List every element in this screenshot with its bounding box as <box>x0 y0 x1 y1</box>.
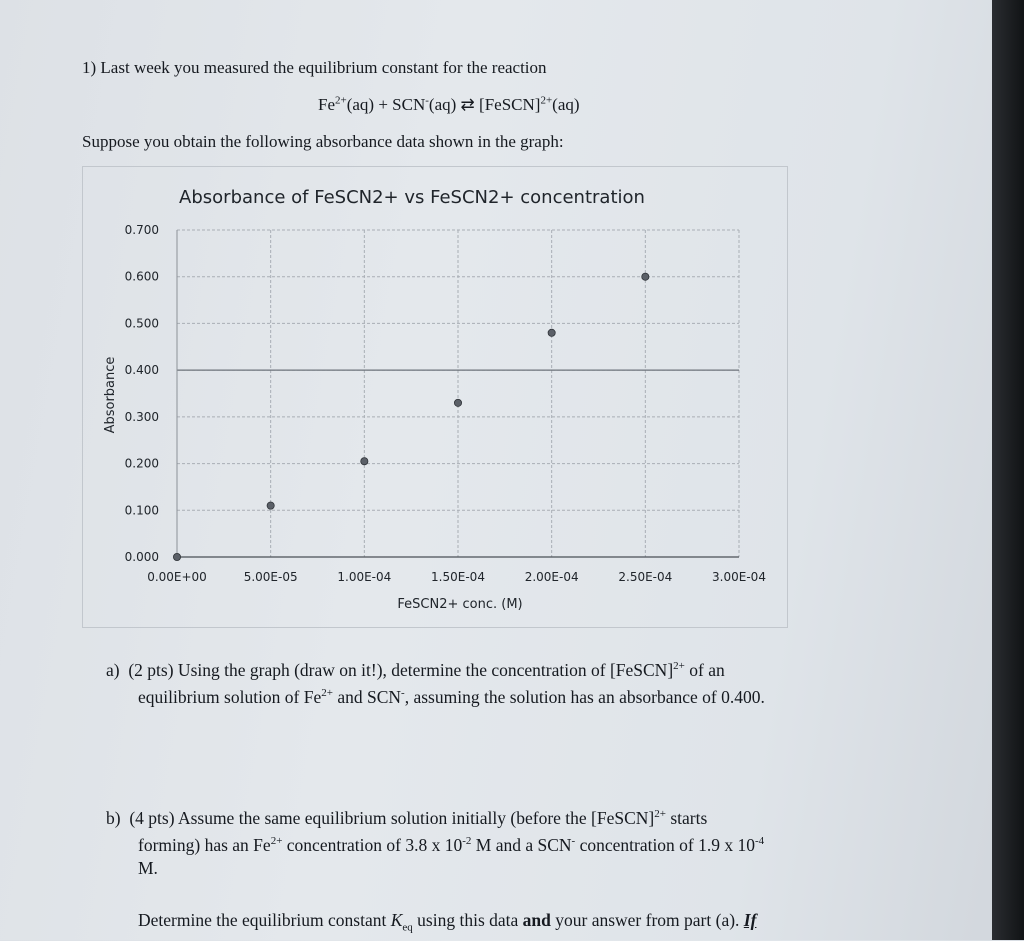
determine-if: If <box>743 910 757 930</box>
part-a-sup2: 2+ <box>321 687 333 699</box>
reaction-fe: Fe <box>318 95 335 114</box>
data-point <box>454 399 461 406</box>
part-b-sup2: 2+ <box>270 835 283 847</box>
y-tick-label: 0.600 <box>124 269 159 284</box>
chart-grid <box>177 230 739 557</box>
determine-pre: Determine the equilibrium constant <box>138 910 391 930</box>
y-tick-label: 0.100 <box>124 503 159 518</box>
part-b-sup4: - <box>571 835 576 847</box>
equilibrium-arrow-icon: ⇄ <box>460 95 475 114</box>
part-a-line1-end: of an <box>684 659 725 680</box>
part-b-sup3: -2 <box>462 835 472 847</box>
part-b-line1: (4 pts) Assume the same equilibrium solution initially (before the [FeSCN] <box>129 807 655 828</box>
part-a-label: a) <box>106 659 120 680</box>
x-tick-label: 3.00E-04 <box>712 570 766 584</box>
reaction-fe-state: (aq) + SCN <box>346 95 426 114</box>
part-a-sup3: - <box>401 687 405 699</box>
data-point <box>361 458 368 465</box>
chart-svg <box>82 166 788 628</box>
keq-subscript: eq <box>402 921 413 934</box>
part-b-line1-end: starts <box>665 807 708 828</box>
part-b-continued <box>138 829 764 858</box>
question-intro-text: Last week you measured the equilibrium constant for the reaction <box>100 58 547 77</box>
data-point <box>642 273 649 280</box>
part-b-line2-mid: concentration of 3.8 x 10 <box>282 834 463 855</box>
part-b <box>106 802 707 831</box>
part-a-sup1: 2+ <box>673 660 685 672</box>
reaction-complex-state: (aq) <box>552 95 580 114</box>
x-axis-label: FeSCN2+ conc. (M) <box>397 597 523 612</box>
x-tick-label: 2.00E-04 <box>524 570 579 584</box>
reaction-scn-state: (aq) <box>428 95 457 114</box>
determine-post: your answer from part (a). <box>550 910 744 930</box>
part-b-line2-mid2: M and a SCN <box>471 834 572 855</box>
y-tick-label: 0.500 <box>124 316 159 331</box>
y-axis-label: Absorbance <box>103 356 118 434</box>
y-tick-labels <box>125 223 159 564</box>
reaction-equation <box>318 95 580 115</box>
y-tick-label: 0.000 <box>124 550 159 564</box>
part-b-label: b) <box>106 807 121 828</box>
x-tick-label: 5.00E-05 <box>243 570 298 584</box>
part-a-continued <box>138 681 765 710</box>
reaction-scn-charge: - <box>425 94 429 107</box>
x-tick-labels <box>147 570 766 584</box>
data-point <box>267 502 274 509</box>
chart-title: Absorbance of FeSCN2+ vs FeSCN2+ concentration <box>179 187 645 208</box>
determine-bold-and: and <box>522 910 551 930</box>
part-b-sup1: 2+ <box>654 808 666 820</box>
question-number: 1) <box>82 58 97 77</box>
chart-frame <box>83 167 788 628</box>
x-tick-label: 1.50E-04 <box>431 570 485 584</box>
part-b-line3: M. <box>138 858 158 878</box>
reaction-fe-charge: 2+ <box>335 94 347 107</box>
data-point <box>548 329 555 336</box>
x-tick-label: 0.00E+00 <box>147 570 207 584</box>
part-a-line1: (2 pts) Using the graph (draw on it!), determine the concentration of [FeSCN] <box>128 659 674 680</box>
part-a-line2-end: , assuming the solution has an absorbance of 0.400. <box>404 686 765 707</box>
reaction-complex: [FeSCN] <box>479 95 541 114</box>
y-tick-label: 0.700 <box>124 223 159 237</box>
determine-keq-text <box>138 908 756 941</box>
x-tick-label: 1.00E-04 <box>337 570 392 584</box>
y-tick-label: 0.400 <box>124 363 159 378</box>
x-tick-label: 2.50E-04 <box>618 570 673 584</box>
part-a-line2-mid: and SCN <box>332 686 402 707</box>
y-tick-label: 0.300 <box>124 409 159 424</box>
absorbance-chart <box>82 166 788 628</box>
suppose-text: Suppose you obtain the following absorbance data shown in the graph: <box>82 132 564 151</box>
question-intro <box>82 58 547 78</box>
reaction-complex-charge: 2+ <box>540 94 553 107</box>
part-b-sup5: -4 <box>755 835 765 847</box>
part-a <box>106 654 725 683</box>
y-tick-label: 0.200 <box>124 456 159 471</box>
data-point <box>173 553 180 560</box>
part-b-line2: forming) has an Fe <box>138 834 271 855</box>
determine-mid: using this data <box>412 910 523 930</box>
keq-symbol: K <box>390 910 403 930</box>
part-b-line2-mid3: concentration of 1.9 x 10 <box>575 834 756 855</box>
page-edge-shadow <box>992 0 1024 940</box>
part-a-line2: equilibrium solution of Fe <box>138 686 322 707</box>
